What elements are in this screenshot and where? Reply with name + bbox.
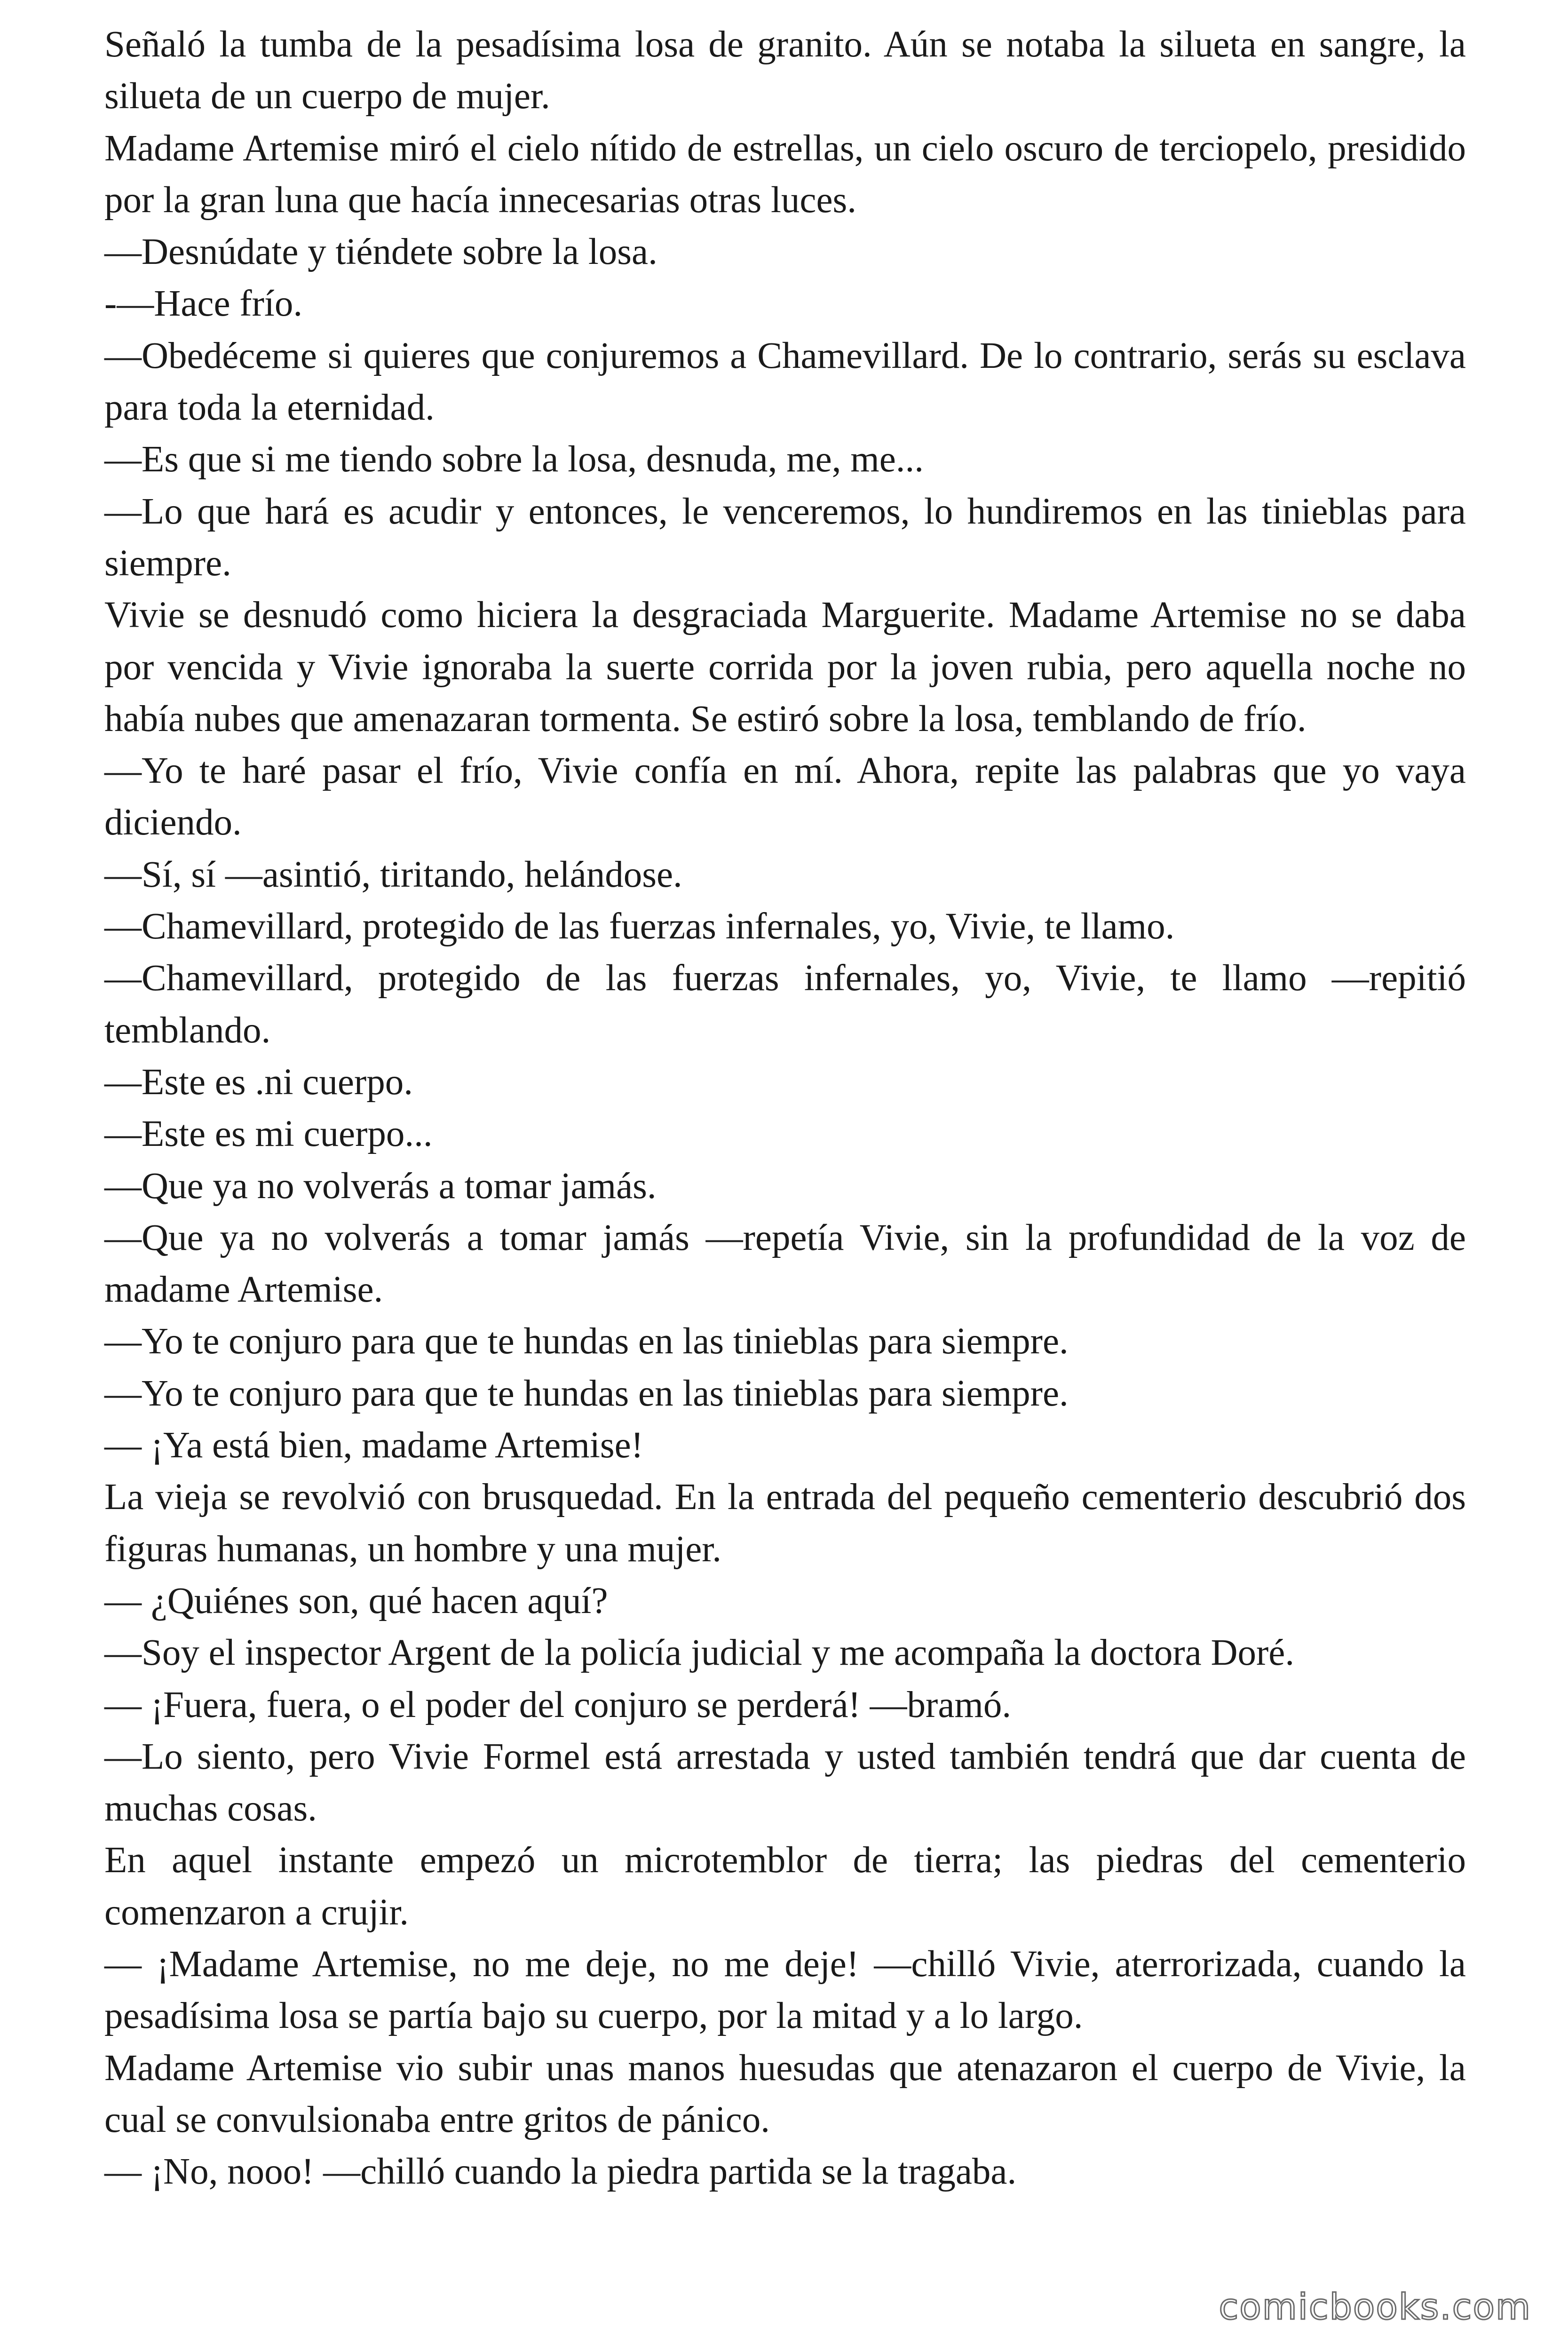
paragraph: —Soy el inspector Argent de la policía judicial y me acompaña la doctora Doré. (104, 1632, 1295, 1674)
paragraph: —Chamevillard, protegido de las fuerzas infernales, yo, Vivie, te llamo —repitió temblando. (104, 958, 1466, 1051)
paragraph: —Sí, sí —asintió, tiritando, helándose. (104, 854, 682, 895)
paragraph: —Que ya no volverás a tomar jamás. (104, 1165, 657, 1207)
paragraph: La vieja se revolvió con brusquedad. En la entrada del pequeño cementerio descubrió dos figuras humanas, un hombre y una mujer. (104, 1477, 1466, 1570)
paragraph: Señaló la tumba de la pesadísima losa de granito. Aún se notaba la silueta en sangre, la silueta de un cuerpo de mujer. (104, 24, 1466, 117)
paragraph: En aquel instante empezó un microtemblor de tierra; las piedras del cementerio comenzaron a crujir. (104, 1840, 1466, 1933)
paragraph: —Yo te conjuro para que te hundas en las tinieblas para siempre. (104, 1321, 1069, 1362)
paragraph: —Obedéceme si quieres que conjuremos a Chamevillard. De lo contrario, serás su esclava para toda la eternidad. (104, 335, 1466, 429)
paragraph: —Lo siento, pero Vivie Formel está arrestada y usted también tendrá que dar cuenta de muchas cosas. (104, 1736, 1466, 1829)
paragraph: — ¿Quiénes son, qué hacen aquí? (104, 1580, 608, 1621)
watermark: comicbooks.com (1219, 2286, 1531, 2328)
paragraph: -—Hace frío. (104, 283, 303, 325)
paragraph: Madame Artemise miró el cielo nítido de estrellas, un cielo oscuro de terciopelo, presidido por la gran luna que hacía innecesarias otras luces. (104, 127, 1466, 221)
paragraph: — ¡Madame Artemise, no me deje, no me deje! —chilló Vivie, aterrorizada, cuando la pesadísima losa se partía bajo su cuerpo, por la mitad y a lo largo. (104, 1943, 1466, 2037)
document-page (104, 19, 1466, 2198)
paragraph: —Lo que hará es acudir y entonces, le venceremos, lo hundiremos en las tinieblas para siempre. (104, 491, 1466, 584)
paragraph: —Yo te haré pasar el frío, Vivie confía en mí. Ahora, repite las palabras que yo vaya diciendo. (104, 750, 1466, 843)
paragraph: —Que ya no volverás a tomar jamás —repetía Vivie, sin la profundidad de la voz de madame Artemise. (104, 1217, 1466, 1311)
paragraph: —Desnúdate y tiéndete sobre la losa. (104, 231, 657, 273)
paragraph: — ¡No, nooo! —chilló cuando la piedra partida se la tragaba. (104, 2151, 1017, 2193)
paragraph: —Yo te conjuro para que te hundas en las tinieblas para siempre. (104, 1373, 1069, 1414)
paragraph: —Chamevillard, protegido de las fuerzas infernales, yo, Vivie, te llamo. (104, 906, 1175, 947)
paragraph: — ¡Ya está bien, madame Artemise! (104, 1425, 643, 1466)
paragraph: — ¡Fuera, fuera, o el poder del conjuro se perderá! —bramó. (104, 1684, 1012, 1725)
paragraph: —Este es mi cuerpo... (104, 1113, 433, 1155)
paragraph: —Es que si me tiendo sobre la losa, desnuda, me, me... (104, 439, 924, 480)
paragraph: Madame Artemise vio subir unas manos huesudas que atenazaron el cuerpo de Vivie, la cual se convulsionaba entre gritos de pánico. (104, 2047, 1466, 2140)
paragraph: Vivie se desnudó como hiciera la desgraciada Marguerite. Madame Artemise no se daba por vencida y Vivie ignoraba la suerte corrida por la joven rubia, pero aquella noche no había nubes que amenazaran tormenta. Se estiró sobre la losa, temblando de frío. (104, 595, 1466, 739)
paragraph: —Este es .ni cuerpo. (104, 1061, 413, 1103)
